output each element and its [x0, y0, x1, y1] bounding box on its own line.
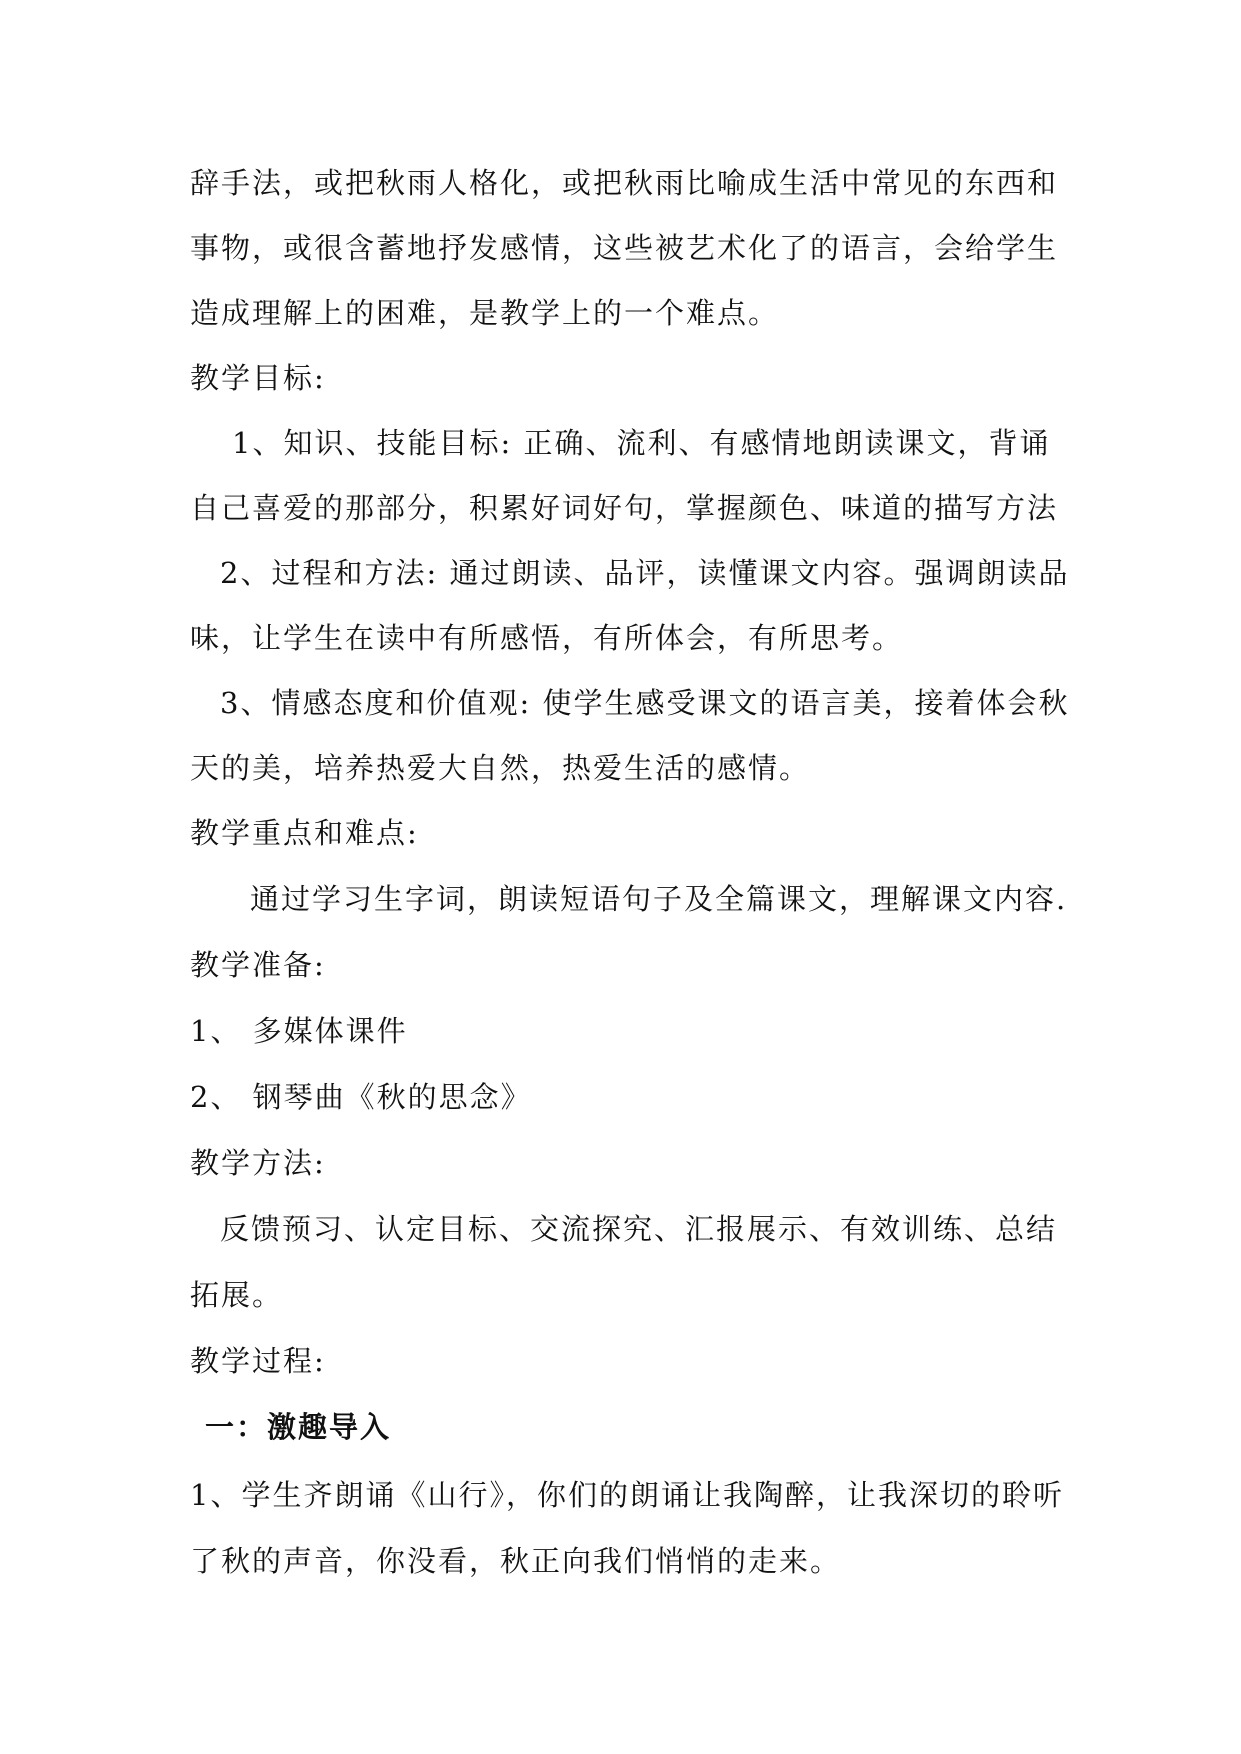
- paragraph-line: 事物，或很含蓄地抒发感情，这些被艺术化了的语言，会给学生: [190, 231, 1059, 265]
- section-heading-methods: 教学方法:: [190, 1146, 326, 1180]
- subsection-heading: 一：激趣导入: [205, 1410, 392, 1444]
- paragraph-line: 1、学生齐朗诵《山行》，你们的朗诵让我陶醉，让我深切的聆听: [190, 1478, 1064, 1512]
- paragraph-line: 反馈预习、认定目标、交流探究、汇报展示、有效训练、总结: [220, 1212, 1058, 1246]
- paragraph-line: 天的美，培养热爱大自然，热爱生活的感情。: [190, 751, 811, 785]
- paragraph-line: 自己喜爱的那部分，积累好词好句，掌握颜色、味道的描写方法: [190, 491, 1059, 525]
- list-item: 2、 钢琴曲《秋的思念》: [190, 1080, 532, 1114]
- list-item: 1、 多媒体课件: [190, 1014, 408, 1048]
- paragraph-line: 拓展。: [190, 1278, 284, 1312]
- paragraph-line: 2、过程和方法: 通过朗读、品评，读懂课文内容。强调朗读品: [220, 556, 1070, 590]
- paragraph-line: 1、知识、技能目标: 正确、流利、有感情地朗读课文，背诵: [232, 426, 1051, 460]
- paragraph-line: 了秋的声音，你没看，秋正向我们悄悄的走来。: [190, 1544, 842, 1578]
- paragraph-line: 通过学习生字词，朗读短语句子及全篇课文，理解课文内容.: [250, 882, 1068, 916]
- section-heading-key-points: 教学重点和难点:: [190, 816, 419, 850]
- section-heading-preparation: 教学准备:: [190, 948, 326, 982]
- paragraph-line: 辞手法，或把秋雨人格化，或把秋雨比喻成生活中常见的东西和: [190, 166, 1059, 200]
- section-heading-objectives: 教学目标:: [190, 361, 326, 395]
- paragraph-line: 3、情感态度和价值观: 使学生感受课文的语言美，接着体会秋: [220, 686, 1070, 720]
- section-heading-process: 教学过程:: [190, 1344, 326, 1378]
- paragraph-line: 造成理解上的困难，是教学上的一个难点。: [190, 296, 780, 330]
- paragraph-line: 味，让学生在读中有所感悟，有所体会，有所思考。: [190, 621, 904, 655]
